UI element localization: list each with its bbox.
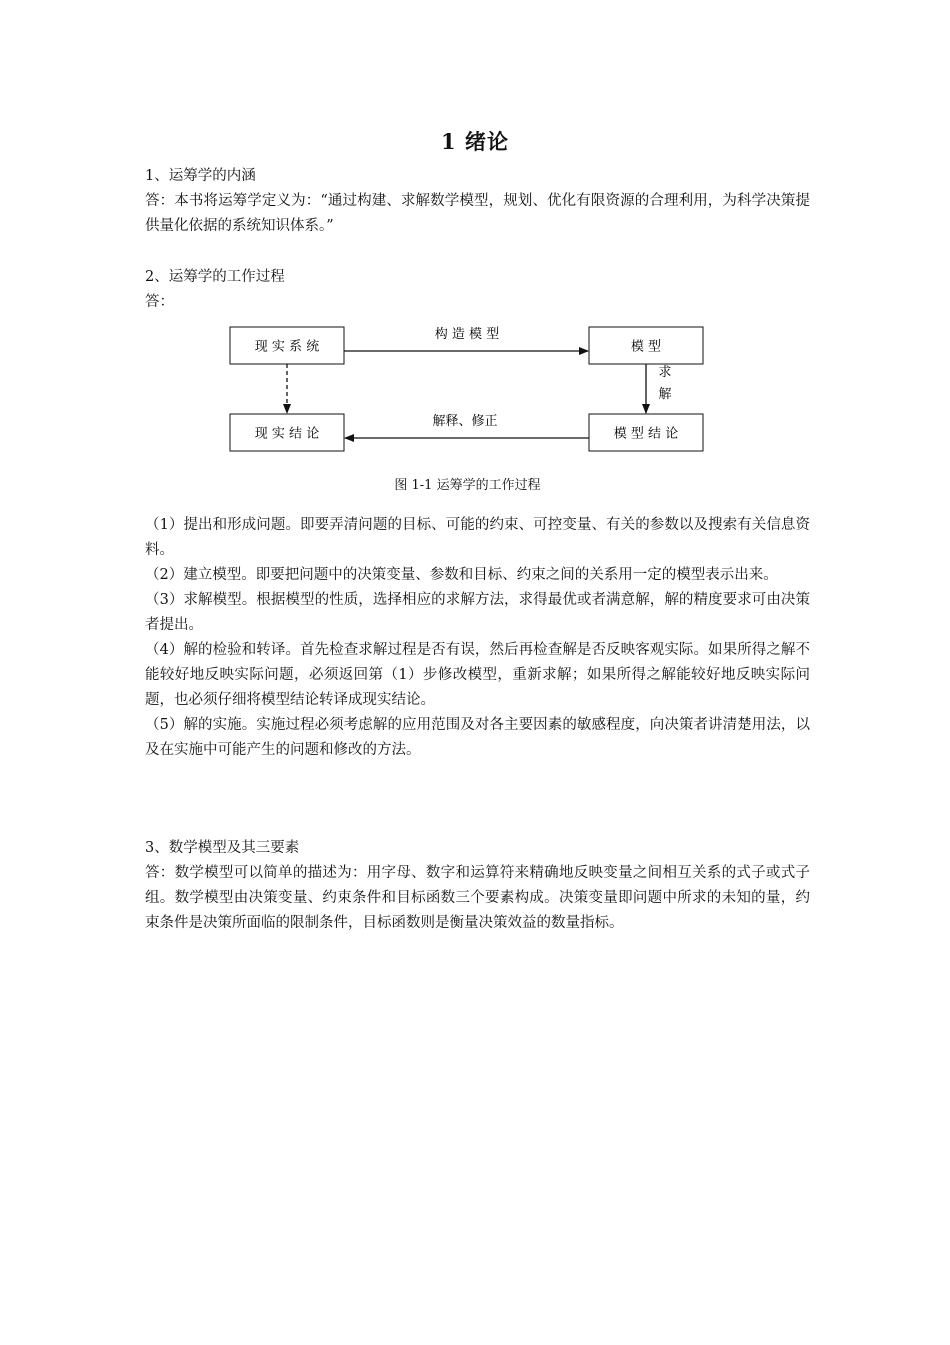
solve-text-1: 求 xyxy=(658,365,672,380)
solve-text-2: 解 xyxy=(658,387,672,402)
section-3 xyxy=(145,836,810,936)
build-model-text: 构 造 模 型 xyxy=(434,327,500,342)
model-conclusion-label: 模 型 结 论 xyxy=(613,426,679,442)
model-label: 模 型 xyxy=(630,339,662,355)
section-1-heading: 1、运筹学的内涵 xyxy=(145,168,256,184)
workflow-diagram xyxy=(225,320,725,460)
step-4: （4）解的检验和转译。首先检查求解过程是否有误，然后再检查解是否反映客观实际。如果所得之解不能较好地反映实际问题，必须返回第（1）步修改模型，重新求解；如果所得之解能较好地反映实际问题，也必须仔细将模型结论转译成现实结论。 xyxy=(145,642,810,708)
step-3: （3）求解模型。根据模型的性质，选择相应的求解方法，求得最优或者满意解，解的精度要求可由决策者提出。 xyxy=(145,592,810,633)
step-5: （5）解的实施。实施过程必须考虑解的应用范围及对各主要因素的敏感程度，向决策者讲清楚用法，以及在实施中可能产生的问题和修改的方法。 xyxy=(145,717,810,758)
figure-caption: 图 1-1 运筹学的工作过程 xyxy=(394,478,541,493)
interpret-text: 解释、修正 xyxy=(432,414,498,429)
chapter-title: 1 绪论 xyxy=(441,129,509,154)
section-2-heading: 2、运筹学的工作过程 xyxy=(145,269,285,285)
section-3-answer: 答：数学模型可以简单的描述为：用字母、数字和运算符来精确地反映变量之间相互关系的式子或式子组。数学模型由决策变量、约束条件和目标函数三个要素构成。决策变量即问题中所求的未知的量，约束条件是决策所面临的限制条件，目标函数则是衡量决策效益的数量指标。 xyxy=(145,865,810,931)
section-1 xyxy=(145,164,810,239)
section-2-answer-label: 答： xyxy=(145,294,174,310)
real-conclusion-label: 现 实 结 论 xyxy=(254,426,320,442)
process-steps xyxy=(145,513,810,763)
section-3-heading: 3、数学模型及其三要素 xyxy=(145,840,300,856)
step-1: （1）提出和形成问题。即要弄清问题的目标、可能的约束、可控变量、有关的参数以及搜索有关信息资料。 xyxy=(145,517,810,558)
step-2: （2）建立模型。即要把问题中的决策变量、参数和目标、约束之间的关系用一定的模型表示出来。 xyxy=(145,567,778,583)
section-1-answer: 答：本书将运筹学定义为：“通过构建、求解数学模型，规划、优化有限资源的合理利用，为科学决策提供量化依据的系统知识体系。” xyxy=(145,193,810,234)
section-2 xyxy=(145,265,810,315)
real-system-label: 现 实 系 统 xyxy=(254,339,320,355)
